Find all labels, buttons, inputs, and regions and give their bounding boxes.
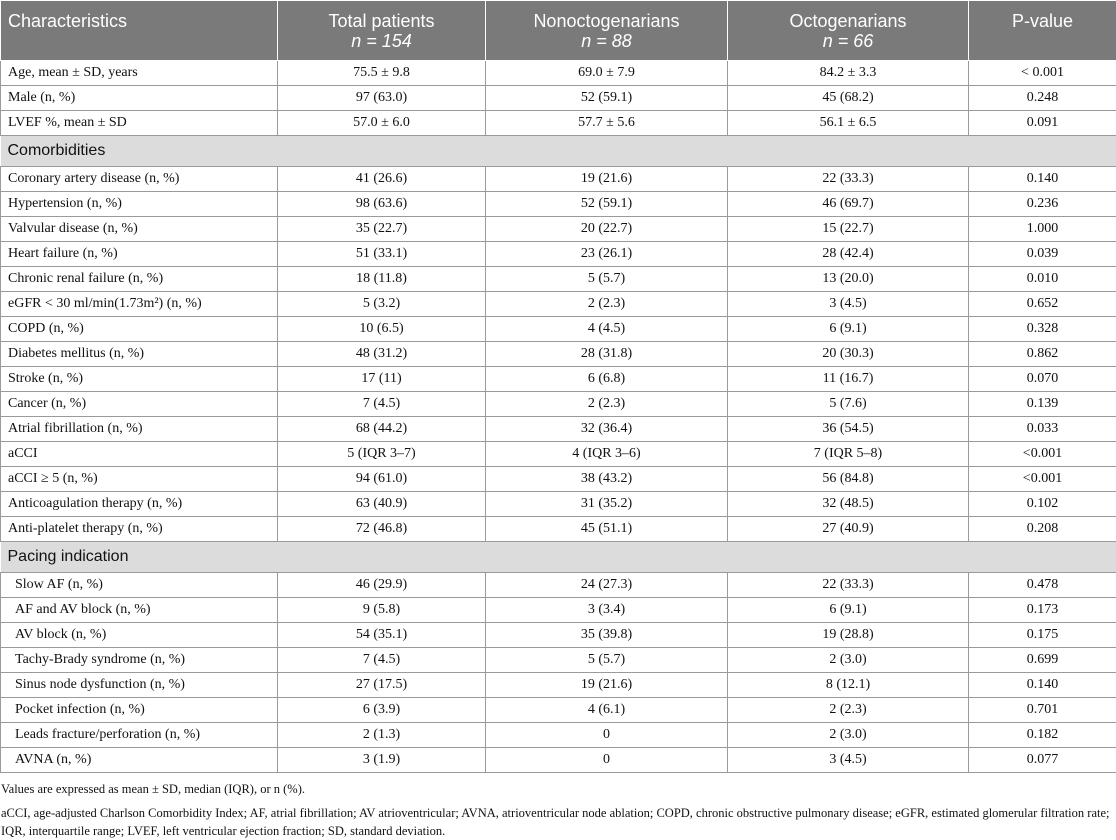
octogenarians-cell: 13 (20.0) [728,267,969,292]
total-patients-cell: 68 (44.2) [278,417,486,442]
p-value-cell: 0.478 [969,573,1116,598]
octogenarians-cell: 28 (42.4) [728,242,969,267]
p-value-cell: 0.102 [969,492,1116,517]
header-label: Octogenarians [789,11,907,31]
nonoctogenarians-cell: 28 (31.8) [486,342,728,367]
table-row [1,673,1116,698]
table-row [1,442,1116,467]
total-patients-cell: 10 (6.5) [278,317,486,342]
table-header [1,1,1116,61]
total-patients-cell: 98 (63.6) [278,192,486,217]
nonoctogenarians-cell: 35 (39.8) [486,623,728,648]
total-patients-cell: 7 (4.5) [278,648,486,673]
table-body [1,61,1116,773]
octogenarians-cell: 46 (69.7) [728,192,969,217]
p-value-cell: 0.140 [969,673,1116,698]
total-patients-cell: 63 (40.9) [278,492,486,517]
octogenarians-cell: 32 (48.5) [728,492,969,517]
total-patients-cell: 3 (1.9) [278,748,486,773]
nonoctogenarians-cell: 24 (27.3) [486,573,728,598]
characteristic-cell: Pocket infection (n, %) [1,698,278,723]
header-n-count: n = 66 [822,31,874,51]
header-octogenarians [728,1,969,61]
characteristic-cell: AV block (n, %) [1,623,278,648]
p-value-cell: 0.033 [969,417,1116,442]
nonoctogenarians-cell: 52 (59.1) [486,192,728,217]
characteristic-cell: Tachy-Brady syndrome (n, %) [1,648,278,673]
total-patients-cell: 6 (3.9) [278,698,486,723]
p-value-cell: < 0.001 [969,61,1116,86]
octogenarians-cell: 5 (7.6) [728,392,969,417]
nonoctogenarians-cell: 38 (43.2) [486,467,728,492]
header-label: Total patients [328,11,435,31]
table-row [1,648,1116,673]
total-patients-cell: 35 (22.7) [278,217,486,242]
total-patients-cell: 97 (63.0) [278,86,486,111]
table-row [1,698,1116,723]
characteristic-cell: Male (n, %) [1,86,278,111]
table-row [1,86,1116,111]
footnote-values: Values are expressed as mean ± SD, median (IQR), or n (%). [1,782,305,796]
p-value-cell: 0.862 [969,342,1116,367]
characteristic-cell: Slow AF (n, %) [1,573,278,598]
p-value-cell: 0.039 [969,242,1116,267]
nonoctogenarians-cell: 20 (22.7) [486,217,728,242]
p-value-cell: 0.077 [969,748,1116,773]
nonoctogenarians-cell: 5 (5.7) [486,267,728,292]
characteristic-cell: LVEF %, mean ± SD [1,111,278,136]
octogenarians-cell: 6 (9.1) [728,317,969,342]
section-row [1,136,1116,167]
p-value-cell: 0.699 [969,648,1116,673]
nonoctogenarians-cell: 57.7 ± 5.6 [486,111,728,136]
octogenarians-cell: 84.2 ± 3.3 [728,61,969,86]
octogenarians-cell: 7 (IQR 5–8) [728,442,969,467]
characteristic-cell: Hypertension (n, %) [1,192,278,217]
nonoctogenarians-cell: 5 (5.7) [486,648,728,673]
nonoctogenarians-cell: 4 (IQR 3–6) [486,442,728,467]
nonoctogenarians-cell: 52 (59.1) [486,86,728,111]
octogenarians-cell: 6 (9.1) [728,598,969,623]
octogenarians-cell: 56 (84.8) [728,467,969,492]
characteristic-cell: Chronic renal failure (n, %) [1,267,278,292]
nonoctogenarians-cell: 6 (6.8) [486,367,728,392]
octogenarians-cell: 15 (22.7) [728,217,969,242]
header-label: P-value [1011,11,1074,31]
table-row [1,417,1116,442]
characteristic-cell: aCCI [1,442,278,467]
nonoctogenarians-cell: 45 (51.1) [486,517,728,542]
table-row [1,242,1116,267]
p-value-cell: <0.001 [969,442,1116,467]
total-patients-cell: 18 (11.8) [278,267,486,292]
header-label: Nonoctogenarians [533,11,680,31]
octogenarians-cell: 3 (4.5) [728,292,969,317]
table-row [1,292,1116,317]
p-value-cell: 0.173 [969,598,1116,623]
characteristic-cell: Cancer (n, %) [1,392,278,417]
octogenarians-cell: 22 (33.3) [728,167,969,192]
p-value-cell: 0.701 [969,698,1116,723]
octogenarians-cell: 2 (2.3) [728,698,969,723]
nonoctogenarians-cell: 19 (21.6) [486,673,728,698]
header-n-count: n = 88 [581,31,632,51]
header-nonoctogenarians [486,1,728,61]
nonoctogenarians-cell: 19 (21.6) [486,167,728,192]
total-patients-cell: 5 (3.2) [278,292,486,317]
footnote-abbreviations: aCCI, age-adjusted Charlson Comorbidity Index; AF, atrial fibrillation; AV atrioventricular; AVNA, atrioventricular node ablation; COPD, chronic obstructive pulmonary disease; eGFR, estimated glomerular filtration rate; IQR, interquartile range; LVEF, left ventricular ejection fraction; SD, standard deviation. [1,806,1110,838]
table-row [1,192,1116,217]
total-patients-cell: 41 (26.6) [278,167,486,192]
p-value-cell: <0.001 [969,467,1116,492]
p-value-cell: 0.182 [969,723,1116,748]
characteristic-cell: COPD (n, %) [1,317,278,342]
section-row [1,542,1116,573]
total-patients-cell: 75.5 ± 9.8 [278,61,486,86]
characteristic-cell: Anti-platelet therapy (n, %) [1,517,278,542]
table-row [1,598,1116,623]
nonoctogenarians-cell: 23 (26.1) [486,242,728,267]
header-p-value [969,1,1116,61]
nonoctogenarians-cell: 2 (2.3) [486,392,728,417]
p-value-cell: 0.236 [969,192,1116,217]
table-row [1,748,1116,773]
characteristic-cell: Valvular disease (n, %) [1,217,278,242]
nonoctogenarians-cell: 3 (3.4) [486,598,728,623]
total-patients-cell: 7 (4.5) [278,392,486,417]
total-patients-cell: 17 (11) [278,367,486,392]
octogenarians-cell: 36 (54.5) [728,417,969,442]
section-label: Pacing indication [1,542,1116,573]
p-value-cell: 1.000 [969,217,1116,242]
table-row [1,167,1116,192]
total-patients-cell: 51 (33.1) [278,242,486,267]
total-patients-cell: 46 (29.9) [278,573,486,598]
characteristic-cell: Atrial fibrillation (n, %) [1,417,278,442]
nonoctogenarians-cell: 4 (6.1) [486,698,728,723]
total-patients-cell: 2 (1.3) [278,723,486,748]
table-row [1,267,1116,292]
table-row [1,342,1116,367]
characteristic-cell: Heart failure (n, %) [1,242,278,267]
p-value-cell: 0.652 [969,292,1116,317]
octogenarians-cell: 11 (16.7) [728,367,969,392]
total-patients-cell: 5 (IQR 3–7) [278,442,486,467]
table-row [1,217,1116,242]
p-value-cell: 0.175 [969,623,1116,648]
table-row [1,111,1116,136]
total-patients-cell: 72 (46.8) [278,517,486,542]
octogenarians-cell: 8 (12.1) [728,673,969,698]
p-value-cell: 0.328 [969,317,1116,342]
total-patients-cell: 57.0 ± 6.0 [278,111,486,136]
octogenarians-cell: 19 (28.8) [728,623,969,648]
characteristic-cell: Anticoagulation therapy (n, %) [1,492,278,517]
octogenarians-cell: 22 (33.3) [728,573,969,598]
octogenarians-cell: 56.1 ± 6.5 [728,111,969,136]
nonoctogenarians-cell: 4 (4.5) [486,317,728,342]
section-label: Comorbidities [1,136,1116,167]
octogenarians-cell: 20 (30.3) [728,342,969,367]
table-row [1,723,1116,748]
header-n-count: n = 154 [351,31,412,51]
p-value-cell: 0.248 [969,86,1116,111]
table-row [1,467,1116,492]
characteristic-cell: Age, mean ± SD, years [1,61,278,86]
characteristic-cell: AVNA (n, %) [1,748,278,773]
octogenarians-cell: 27 (40.9) [728,517,969,542]
p-value-cell: 0.139 [969,392,1116,417]
header-label: Characteristics [8,11,128,31]
table-row [1,517,1116,542]
octogenarians-cell: 45 (68.2) [728,86,969,111]
table-row [1,367,1116,392]
table-row [1,623,1116,648]
characteristic-cell: Diabetes mellitus (n, %) [1,342,278,367]
characteristic-cell: Coronary artery disease (n, %) [1,167,278,192]
table-row [1,392,1116,417]
nonoctogenarians-cell: 69.0 ± 7.9 [486,61,728,86]
p-value-cell: 0.208 [969,517,1116,542]
total-patients-cell: 9 (5.8) [278,598,486,623]
characteristic-cell: Stroke (n, %) [1,367,278,392]
characteristic-cell: aCCI ≥ 5 (n, %) [1,467,278,492]
characteristic-cell: Leads fracture/perforation (n, %) [1,723,278,748]
nonoctogenarians-cell: 2 (2.3) [486,292,728,317]
octogenarians-cell: 2 (3.0) [728,648,969,673]
total-patients-cell: 54 (35.1) [278,623,486,648]
table-row [1,492,1116,517]
p-value-cell: 0.140 [969,167,1116,192]
characteristic-cell: Sinus node dysfunction (n, %) [1,673,278,698]
p-value-cell: 0.091 [969,111,1116,136]
table-row [1,61,1116,86]
octogenarians-cell: 3 (4.5) [728,748,969,773]
characteristic-cell: AF and AV block (n, %) [1,598,278,623]
octogenarians-cell: 2 (3.0) [728,723,969,748]
table-row [1,573,1116,598]
total-patients-cell: 27 (17.5) [278,673,486,698]
nonoctogenarians-cell: 32 (36.4) [486,417,728,442]
header-total-patients [278,1,486,61]
total-patients-cell: 48 (31.2) [278,342,486,367]
nonoctogenarians-cell: 0 [486,748,728,773]
total-patients-cell: 94 (61.0) [278,467,486,492]
header-characteristics [1,1,278,61]
header-row [1,1,1116,61]
characteristic-cell: eGFR < 30 ml/min(1.73m²) (n, %) [1,292,278,317]
p-value-cell: 0.070 [969,367,1116,392]
nonoctogenarians-cell: 0 [486,723,728,748]
table-row [1,317,1116,342]
nonoctogenarians-cell: 31 (35.2) [486,492,728,517]
p-value-cell: 0.010 [969,267,1116,292]
